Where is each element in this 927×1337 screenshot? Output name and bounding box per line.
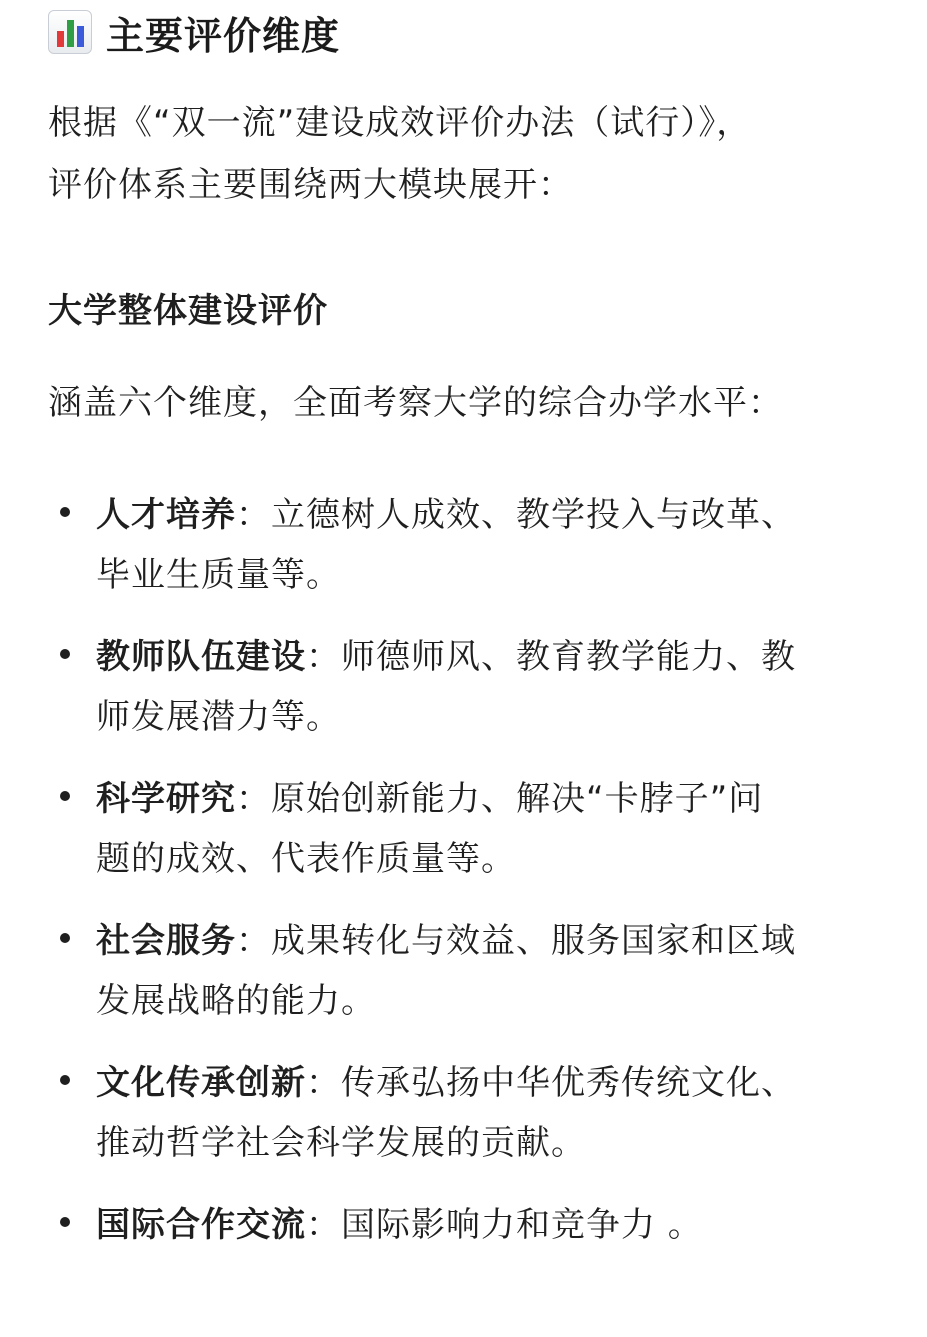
dimension-term: 人才培养 <box>96 495 236 535</box>
bullet-icon <box>60 791 70 801</box>
dimension-detail: 发展战略的能力。 <box>96 981 376 1021</box>
list-item <box>48 485 898 627</box>
bullet-icon <box>60 1075 70 1085</box>
item-line <box>96 485 898 545</box>
list-item <box>48 769 898 911</box>
dimension-detail: ：传承弘扬中华优秀传统文化、 <box>306 1063 796 1103</box>
list-item <box>48 911 898 1053</box>
item-line <box>96 769 898 829</box>
subsection-title: 大学整体建设评价 <box>48 291 328 331</box>
list-item <box>48 627 898 769</box>
bullet-icon <box>60 507 70 517</box>
list-item <box>48 1195 898 1337</box>
section-heading <box>48 4 340 60</box>
dimension-detail: ：国际影响力和竞争力 。 <box>306 1205 703 1245</box>
intro-line: 根据《“双一流”建设成效评价办法（试行）》， <box>48 103 752 143</box>
intro-paragraph <box>48 92 888 216</box>
subsection-description: 涵盖六个维度，全面考察大学的综合办学水平： <box>48 383 783 423</box>
dimension-term: 教师队伍建设 <box>96 637 306 677</box>
bar-chart-icon <box>48 10 92 54</box>
bullet-icon <box>60 1217 70 1227</box>
dimension-term: 文化传承创新 <box>96 1063 306 1103</box>
dimension-term: 国际合作交流 <box>96 1205 306 1245</box>
item-line <box>96 627 898 687</box>
list-item <box>48 1053 898 1195</box>
dimension-detail: 题的成效、代表作质量等。 <box>96 839 516 879</box>
dimension-detail: 师发展潜力等。 <box>96 697 341 737</box>
intro-line: 评价体系主要围绕两大模块展开： <box>48 165 573 205</box>
dimension-detail: ：成果转化与效益、服务国家和区域 <box>236 921 796 961</box>
dimension-detail: 毕业生质量等。 <box>96 555 341 595</box>
bullet-icon <box>60 933 70 943</box>
dimension-detail: ：立德树人成效、教学投入与改革、 <box>236 495 796 535</box>
dimension-term: 科学研究 <box>96 779 236 819</box>
item-line <box>96 911 898 971</box>
dimension-list <box>48 485 898 1337</box>
bullet-icon <box>60 649 70 659</box>
dimension-detail: ：师德师风、教育教学能力、教 <box>306 637 796 677</box>
dimension-detail: ：原始创新能力、解决“卡脖子”问 <box>236 779 764 819</box>
dimension-detail: 推动哲学社会科学发展的贡献。 <box>96 1123 586 1163</box>
item-line <box>96 1053 898 1113</box>
item-line <box>96 1195 898 1255</box>
dimension-term: 社会服务 <box>96 921 236 961</box>
page-title: 主要评价维度 <box>106 13 341 58</box>
